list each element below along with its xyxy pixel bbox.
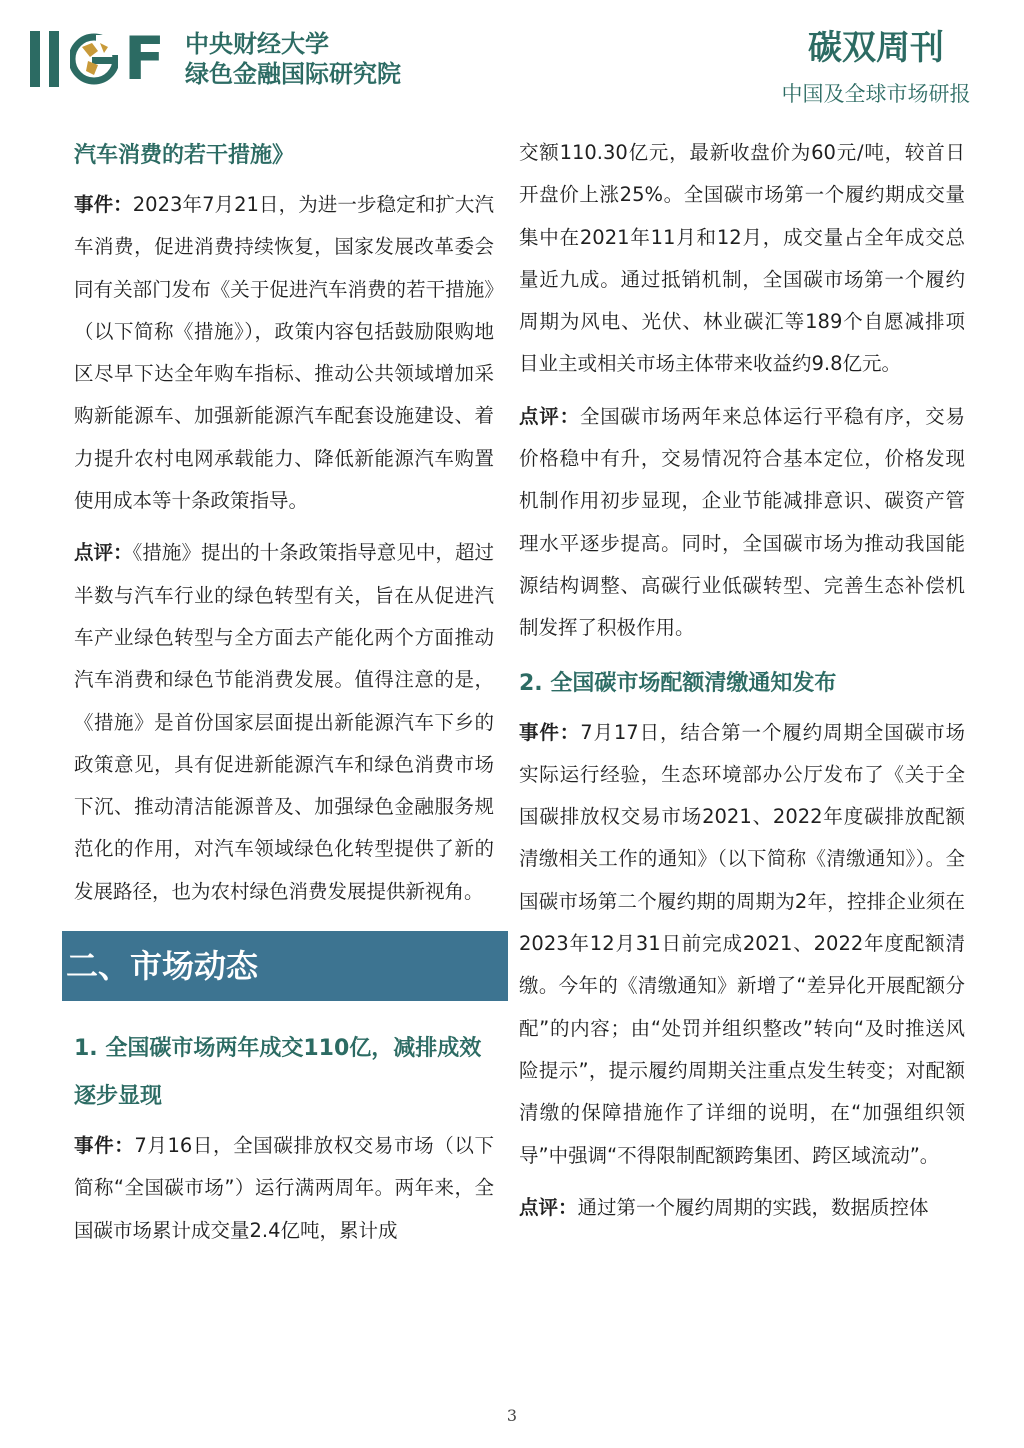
- comment-paragraph-carbon-market: [519, 396, 965, 650]
- event-label: 事件：: [74, 193, 133, 216]
- iigf-logo: [30, 24, 401, 94]
- event-paragraph-car-consumption: [74, 184, 494, 522]
- institute-name-line2: 绿色金融国际研究院: [185, 60, 401, 88]
- comment-label: 点评：: [519, 1195, 578, 1219]
- comment-label: 点评：: [74, 541, 133, 565]
- comment-text: 通过第一个履约周期的实践，数据质控体: [577, 1195, 929, 1219]
- heading-continuation: 汽车消费的若干措施》: [74, 143, 295, 168]
- logo-mark: [30, 24, 163, 94]
- logo-bar-2: [49, 31, 59, 87]
- left-column: [66, 132, 494, 1262]
- event-text: 2023年7月21日，为进一步稳定和扩大汽车消费，促进消费持续恢复，国家发展改革委会同有关部门发布《关于促进汽车消费的若干措施》（以下简称《措施》），政策内容包括鼓励限购地区尽早下达全年购车指标、推动公共领域增加采购新能源车、加强新能源汽车配套设施建设、着力提升农村电网承载能力、降低新能源汽车购置使用成本等十条政策指导。: [74, 193, 494, 513]
- event-paragraph-carbon-market: [74, 1125, 494, 1252]
- comment-label: 点评：: [519, 404, 580, 428]
- comment-paragraph-car-consumption: [74, 532, 494, 913]
- comment-paragraph-quota-notice: [519, 1187, 965, 1229]
- subheading-carbon-market-two-years: 1. 全国碳市场两年成交110亿，减排成效逐步显现: [74, 1036, 482, 1110]
- event-text: 7月16日，全国碳排放权交易市场（以下简称“全国碳市场”）运行满两周年。两年来，全国碳市场累计成交量2.4亿吨，累计成: [74, 1134, 494, 1242]
- right-column: [519, 132, 965, 1239]
- event-text: 7月17日，结合第一个履约周期全国碳市场实际运行经验，生态环境部办公厅发布了《关于全国碳排放权交易市场2021、2022年度碳排放配额清缴相关工作的通知》（以下简称《清缴通知》）。全国碳市场第二个履约期的周期为2年，控排企业须在2023年12月31日前完成2021、2022年度配额清缴。今年的《清缴通知》新增了“差异化开展配额分配”的内容；由“处罚并组织整改”转向“及时推送风险提示”，提示履约周期关注重点发生转变；对配额清缴的保障措施作了详细的说明，在“加强组织领导”中强调“不得限制配额跨集团、跨区域流动”。: [519, 720, 965, 1167]
- event-label: 事件：: [74, 1134, 135, 1158]
- event-paragraph-continuation: [519, 132, 965, 386]
- event-label: 事件：: [519, 720, 581, 744]
- logo-letter-f: F: [124, 24, 163, 94]
- page-header: [0, 0, 1024, 120]
- publication-subtitle: 中国及全球市场研报: [781, 82, 971, 106]
- publication-title: 碳双周刊: [808, 28, 944, 68]
- globe-g-icon: [70, 31, 118, 87]
- section-title-market-dynamics: 二、市场动态: [62, 931, 508, 1001]
- comment-text: 《措施》提出的十条政策指导意见中，超过半数与汽车行业的绿色转型有关，旨在从促进汽车产业绿色转型与全方面去产能化两个方面推动汽车消费和绿色节能消费发展。值得注意的是，《措施》是首份国家层面提出新能源汽车下乡的政策意见，具有促进新能源汽车和绿色消费市场下沉、推动清洁能源普及、加强绿色金融服务规范化的作用，对汽车领域绿色化转型提供了新的发展路径，也为农村绿色消费发展提供新视角。: [74, 541, 494, 903]
- page-number: 3: [506, 1406, 518, 1425]
- institute-name: [185, 29, 401, 89]
- comment-text: 全国碳市场两年来总体运行平稳有序，交易价格稳中有升，交易情况符合基本定位，价格发现机制作用初步显现，企业节能减排意识、碳资产管理水平逐步提高。同时，全国碳市场为推动我国能源结构调整、高碳行业低碳转型、完善生态补偿机制发挥了积极作用。: [519, 404, 965, 640]
- event-text-continued: 交额110.30亿元，最新收盘价为60元/吨，较首日开盘价上涨25%。全国碳市场第一个履约期成交量集中在2021年11月和12月，成交量占全年成交总量近九成。通过抵销机制，全国碳市场第一个履约周期为风电、光伏、林业碳汇等189个自愿减排项目业主或相关市场主体带来收益约9.8亿元。: [519, 141, 965, 376]
- subheading-quota-notice: 2. 全国碳市场配额清缴通知发布: [519, 670, 837, 696]
- logo-bar-1: [30, 31, 40, 87]
- institute-name-line1: 中央财经大学: [185, 30, 329, 58]
- publication-title-block: [776, 24, 976, 110]
- event-paragraph-quota-notice: [519, 712, 965, 1177]
